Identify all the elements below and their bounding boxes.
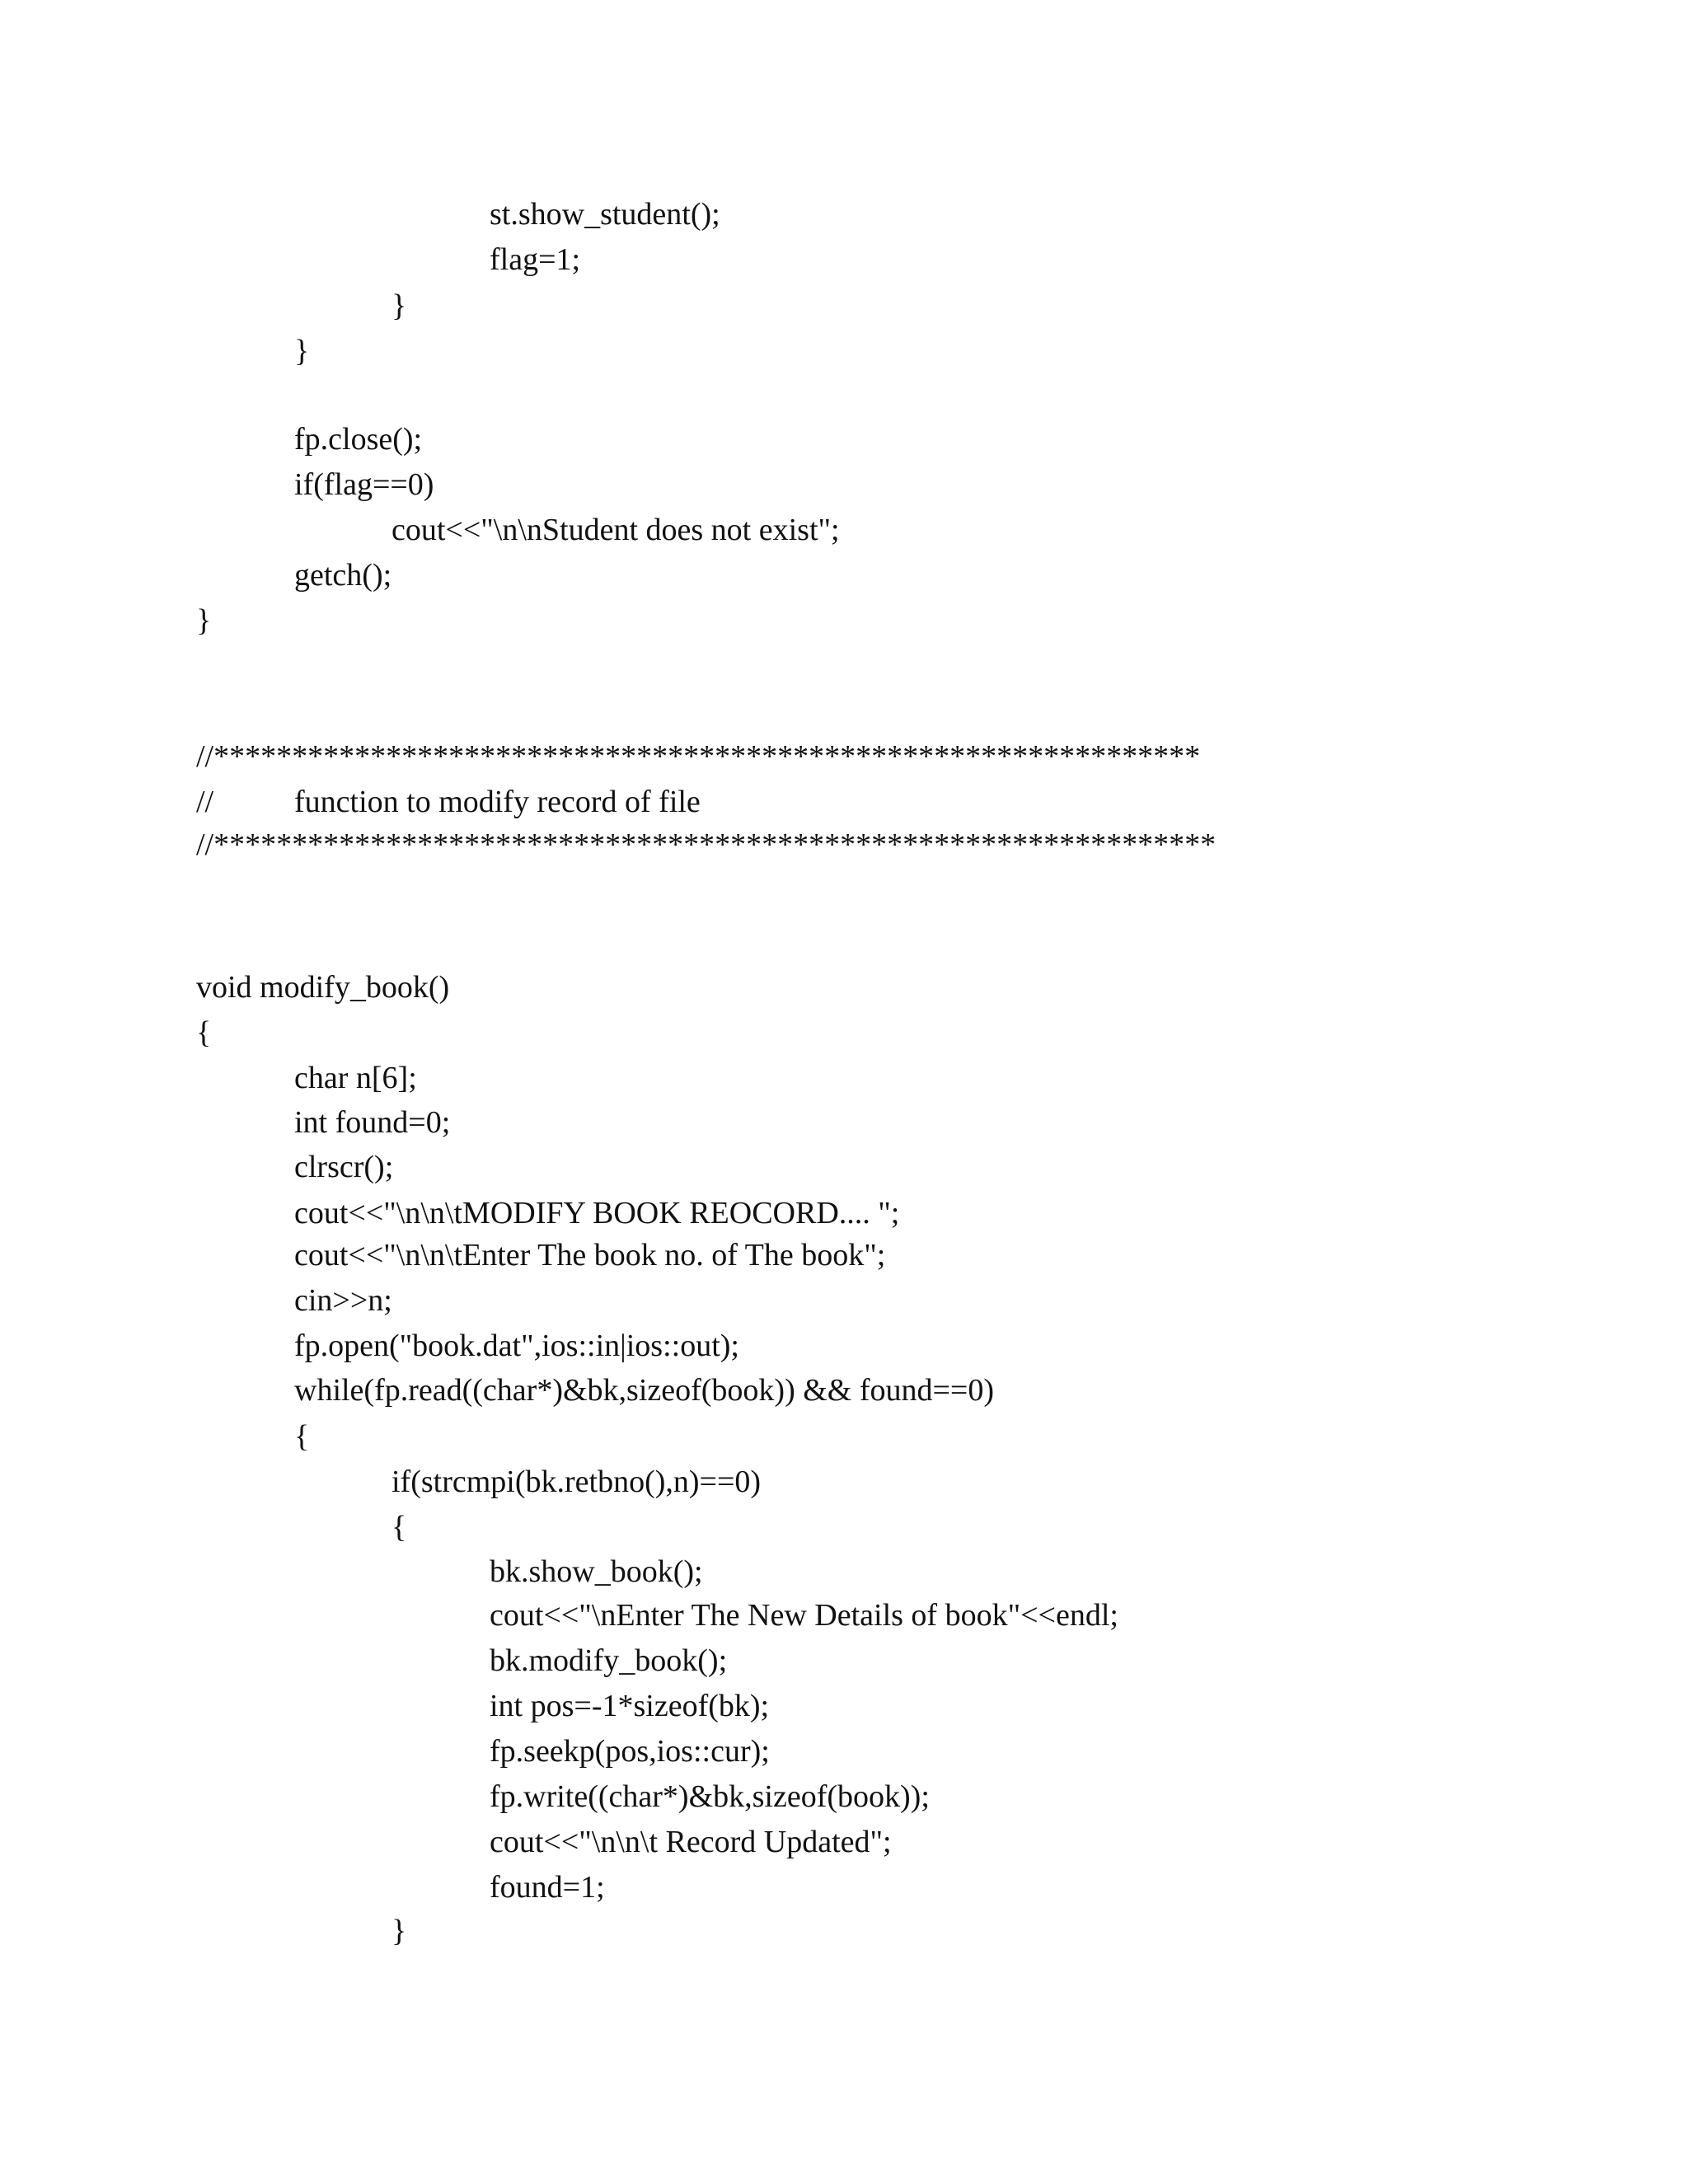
- comment-marker: //: [196, 785, 214, 819]
- code-line: bk.modify_book();: [490, 1643, 728, 1678]
- code-line: if(flag==0): [294, 467, 434, 502]
- code-line: }: [392, 288, 407, 323]
- code-line: fp.close();: [294, 422, 423, 457]
- code-line: flag=1;: [490, 242, 581, 277]
- code-line: while(fp.read((char*)&bk,sizeof(book)) && found==0): [294, 1373, 995, 1408]
- code-line: {: [392, 1510, 407, 1544]
- code-line: char n[6];: [294, 1061, 417, 1095]
- comment-border-top: //***************************************************************: [196, 739, 1201, 774]
- comment-text: function to modify record of file: [294, 785, 701, 819]
- code-line: fp.seekp(pos,ios::cur);: [490, 1734, 770, 1769]
- code-line: fp.write((char*)&bk,sizeof(book));: [490, 1779, 930, 1814]
- code-line: cout<<"\n\n\t Record Updated";: [490, 1825, 892, 1859]
- code-line: st.show_student();: [490, 197, 720, 232]
- code-line: int found=0;: [294, 1105, 451, 1140]
- code-line: clrscr();: [294, 1150, 394, 1184]
- code-line: if(strcmpi(bk.retbno(),n)==0): [392, 1465, 762, 1499]
- code-line: cout<<"\nEnter The New Details of book"<<endl;: [490, 1598, 1118, 1633]
- code-line: cout<<"\n\nStudent does not exist";: [392, 513, 840, 547]
- code-line: {: [196, 1015, 212, 1050]
- code-line: bk.show_book();: [490, 1554, 703, 1589]
- function-signature: void modify_book(): [196, 970, 450, 1005]
- code-line: found=1;: [490, 1870, 605, 1905]
- comment-border-bottom: //****************************************************************: [196, 827, 1217, 862]
- code-line: }: [196, 603, 212, 638]
- code-line: }: [392, 1914, 407, 1948]
- code-line: }: [294, 334, 310, 368]
- code-line: int pos=-1*sizeof(bk);: [490, 1689, 770, 1723]
- code-line: cout<<"\n\n\tMODIFY BOOK REOCORD.... ";: [294, 1196, 900, 1230]
- code-line: cin>>n;: [294, 1283, 392, 1318]
- code-line: {: [294, 1419, 310, 1454]
- code-line: getch();: [294, 558, 392, 593]
- code-line: cout<<"\n\n\tEnter The book no. of The book";: [294, 1238, 886, 1272]
- code-line: fp.open("book.dat",ios::in|ios::out);: [294, 1329, 739, 1363]
